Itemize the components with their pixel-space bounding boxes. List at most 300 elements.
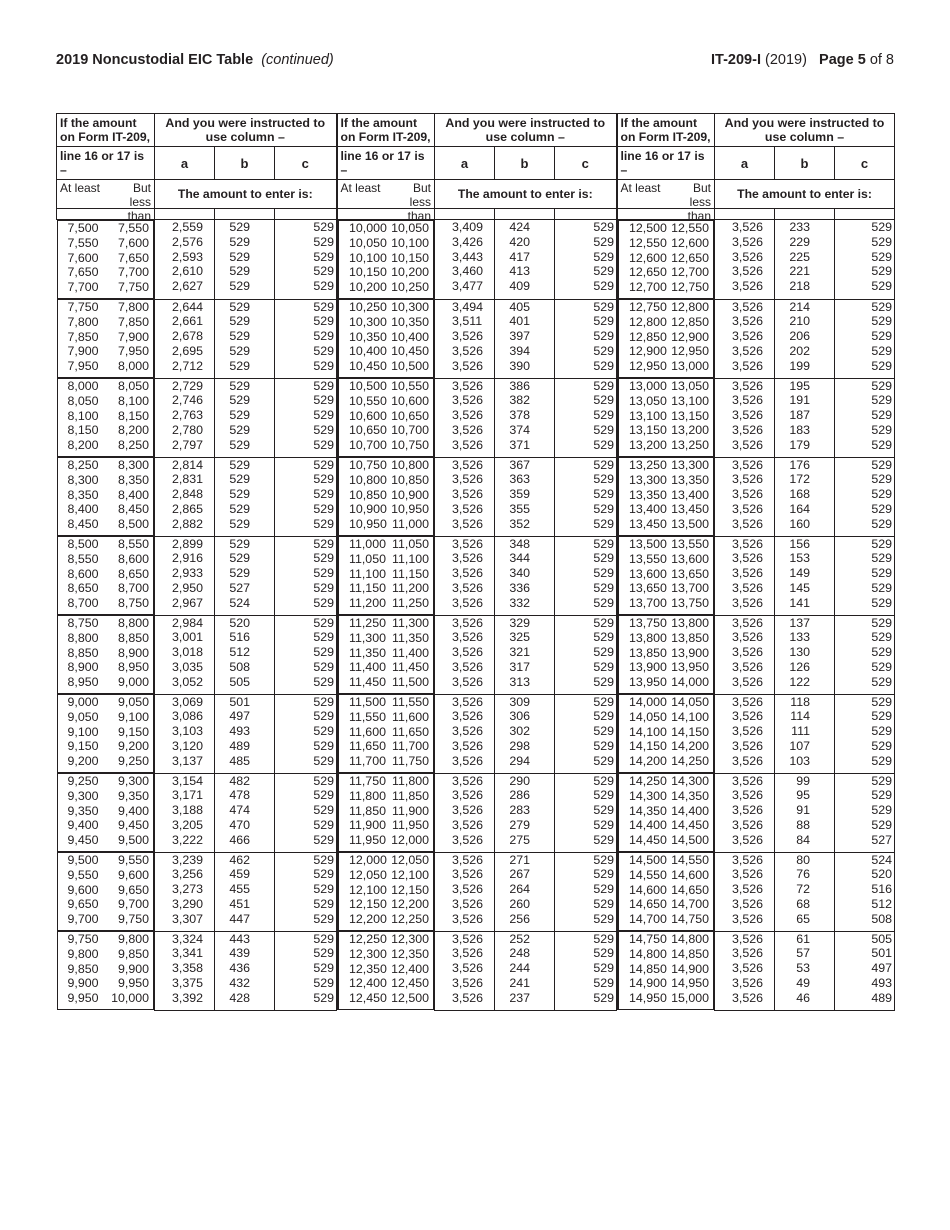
but-less-value: 14,350	[671, 788, 709, 803]
column-b-value: 524	[229, 595, 250, 610]
column-a-value: 2,933	[172, 566, 204, 581]
column-b-value: 260	[509, 896, 530, 911]
column-b-value: 394	[509, 343, 530, 358]
column-b-value: 195	[789, 378, 810, 393]
column-a-value: 2,797	[172, 437, 204, 452]
column-a-value: 3,526	[452, 437, 484, 452]
column-a-value: 3,526	[732, 882, 764, 897]
but-less-value: 13,050	[671, 379, 709, 393]
column-c-value: 529	[313, 709, 334, 724]
column-b-value: 529	[229, 220, 250, 234]
at-least-value: 13,850	[629, 645, 667, 660]
at-least-value: 7,800	[67, 314, 99, 329]
column-c-value: 529	[871, 694, 893, 709]
but-less-value: 8,750	[117, 596, 149, 611]
at-least-value: 13,900	[629, 660, 667, 675]
column-b-value: 107	[789, 738, 810, 753]
column-c-values	[835, 615, 895, 694]
column-a-value: 3,526	[732, 773, 764, 788]
column-a-value: 3,526	[732, 343, 764, 358]
at-least-values	[629, 537, 667, 614]
column-c-value: 493	[871, 975, 893, 990]
line-label: line 16 or 17 is –	[57, 147, 155, 180]
but-less-value: 13,900	[671, 645, 709, 660]
but-less-value: 8,550	[117, 537, 149, 551]
at-least-label: At least	[340, 181, 381, 195]
column-b-value: 529	[229, 551, 250, 566]
column-a-value: 3,526	[452, 709, 484, 724]
column-c-value: 529	[593, 882, 614, 897]
at-least-value: 8,000	[67, 379, 99, 393]
column-b-value: 283	[509, 803, 530, 818]
column-c-value: 529	[313, 882, 334, 897]
column-b-value: 248	[509, 946, 530, 961]
at-least-value: 14,150	[629, 739, 667, 754]
column-a-values	[715, 457, 775, 536]
column-a-value: 3,526	[452, 393, 484, 408]
column-a-value: 3,526	[452, 832, 484, 847]
but-less-values	[111, 932, 149, 1009]
column-a-values	[435, 615, 495, 694]
at-least-values	[68, 774, 99, 851]
column-b-values	[495, 378, 555, 457]
column-b-value: 529	[229, 457, 250, 472]
at-least-value: 14,700	[629, 912, 667, 927]
header-row-3	[57, 180, 895, 209]
but-less-value: 10,750	[391, 438, 429, 453]
column-a-value: 3,526	[732, 896, 764, 911]
column-b-header: b	[495, 147, 555, 180]
column-a-value: 3,526	[452, 896, 484, 911]
column-c-value: 529	[871, 645, 893, 660]
column-c-value: 529	[871, 709, 893, 724]
at-least-values	[629, 774, 667, 851]
page-title	[56, 52, 334, 68]
but-less-value: 11,650	[392, 724, 429, 739]
column-a-values	[155, 378, 215, 457]
but-less-value: 11,700	[392, 739, 429, 754]
column-a-value: 3,120	[172, 738, 204, 753]
column-a-value: 2,576	[172, 234, 204, 249]
continued-label: (continued)	[261, 52, 334, 68]
at-least-value: 10,800	[349, 472, 387, 487]
column-b-value: 529	[229, 566, 250, 581]
column-a-value: 3,526	[452, 615, 484, 630]
column-c-value: 529	[313, 659, 334, 674]
column-b-values	[775, 615, 835, 694]
form-year: (2019)	[765, 52, 807, 68]
but-less-value: 14,850	[671, 946, 709, 961]
at-least-value: 12,400	[349, 976, 387, 991]
column-a-values	[155, 536, 215, 615]
column-a-value: 3,324	[172, 931, 204, 946]
column-c-value: 529	[593, 788, 614, 803]
at-least-value: 9,600	[67, 882, 99, 897]
but-less-value: 12,950	[671, 344, 709, 359]
column-c-value: 529	[313, 551, 334, 566]
column-c-value: 505	[871, 931, 893, 946]
column-b-value: 527	[229, 580, 250, 595]
but-less-value: 8,400	[117, 487, 149, 502]
table-row-group	[57, 220, 895, 300]
but-less-value: 12,300	[391, 932, 429, 946]
income-range-cell	[617, 220, 714, 299]
column-a-values	[155, 457, 215, 536]
at-least-value: 11,600	[349, 724, 386, 739]
column-b-value: 505	[229, 674, 250, 689]
at-least-value: 9,050	[67, 709, 99, 724]
column-a-value: 3,526	[732, 645, 764, 660]
column-a-value: 3,526	[732, 911, 764, 926]
but-less-value: 9,000	[117, 675, 149, 690]
column-b-value: 529	[229, 378, 250, 393]
column-b-value: 294	[509, 753, 530, 768]
column-b-values	[215, 773, 275, 852]
column-c-value: 529	[313, 516, 334, 531]
but-less-value: 12,800	[671, 300, 709, 314]
column-a-value: 3,375	[172, 975, 204, 990]
column-c-value: 529	[871, 516, 893, 531]
but-less-value: 7,950	[117, 344, 149, 359]
column-c-value: 529	[593, 961, 614, 976]
at-least-value: 11,450	[349, 675, 386, 690]
column-b-values	[215, 378, 275, 457]
column-a-value: 3,526	[732, 709, 764, 724]
at-least-value: 8,150	[67, 423, 99, 438]
at-least-value: 10,950	[349, 517, 387, 532]
column-b-value: 529	[229, 249, 250, 264]
column-c-value: 529	[593, 343, 614, 358]
column-c-value: 508	[871, 911, 893, 926]
column-b-values	[495, 536, 555, 615]
column-c-value: 529	[313, 867, 334, 882]
at-least-value: 10,450	[349, 359, 387, 374]
column-b-value: 529	[229, 516, 250, 531]
column-c-value: 529	[593, 595, 614, 610]
column-a-value: 3,526	[452, 472, 484, 487]
column-b-value: 443	[229, 931, 250, 946]
but-less-value: 10,700	[391, 423, 429, 438]
income-range-cell	[57, 852, 155, 931]
column-c-value: 529	[593, 817, 614, 832]
column-b-value: 367	[509, 457, 530, 472]
column-a-value: 3,526	[732, 437, 764, 452]
column-a-value: 3,526	[732, 536, 764, 551]
at-least-value: 12,150	[349, 897, 387, 912]
but-less-value: 11,500	[392, 675, 429, 690]
column-a-value: 3,526	[452, 867, 484, 882]
column-c-values	[555, 457, 617, 536]
at-least-value: 11,550	[349, 709, 386, 724]
column-b-value: 529	[229, 343, 250, 358]
column-c-value: 529	[593, 279, 614, 294]
at-least-value: 11,350	[349, 645, 386, 660]
column-a-value: 3,307	[172, 911, 204, 926]
column-c-value: 529	[313, 536, 334, 551]
at-least-value: 12,900	[629, 344, 667, 359]
column-c-value: 529	[313, 753, 334, 768]
column-a-value: 2,763	[172, 408, 204, 423]
column-c-value: 529	[871, 788, 893, 803]
but-less-values	[118, 774, 149, 851]
column-c-value: 529	[593, 630, 614, 645]
column-b-values	[495, 852, 555, 931]
at-least-value: 9,300	[67, 788, 99, 803]
column-c-value: 529	[313, 329, 334, 344]
at-least-value: 14,550	[629, 867, 667, 882]
column-b-value: 516	[229, 630, 250, 645]
column-a-value: 3,526	[452, 975, 484, 990]
at-least-value: 12,350	[349, 961, 387, 976]
column-c-value: 529	[871, 457, 893, 472]
at-least-values	[349, 695, 386, 772]
column-c-value: 529	[593, 408, 614, 423]
column-b-values	[775, 220, 835, 300]
but-less-value: 9,600	[117, 867, 149, 882]
column-c-value: 529	[871, 343, 893, 358]
but-less-value: 14,900	[671, 961, 709, 976]
but-less-value: 11,150	[392, 566, 429, 581]
column-b-value: 529	[229, 422, 250, 437]
column-c-value: 529	[871, 803, 893, 818]
but-less-value: 12,700	[671, 265, 709, 280]
but-less-value: 8,050	[117, 379, 149, 393]
at-least-value: 9,800	[67, 946, 99, 961]
at-least-value: 11,900	[349, 818, 386, 833]
column-b-value: 118	[790, 694, 810, 709]
but-less-value: 14,400	[671, 803, 709, 818]
column-b-value: 126	[789, 659, 810, 674]
amount-range-label: If the amount on Form IT-209,	[57, 114, 155, 147]
at-least-value: 14,850	[629, 961, 667, 976]
income-range-cell	[337, 694, 434, 773]
but-less-values	[118, 853, 149, 930]
column-c-value: 529	[313, 437, 334, 452]
column-a-value: 3,103	[172, 724, 204, 739]
at-least-value: 11,650	[349, 739, 386, 754]
at-least-value: 8,100	[67, 408, 99, 423]
column-a-value: 3,526	[452, 990, 484, 1005]
column-a-value: 3,526	[732, 264, 764, 279]
column-b-value: 382	[509, 393, 530, 408]
column-c-values	[555, 931, 617, 1010]
page-number: Page 5	[819, 52, 866, 68]
column-c-value: 529	[593, 773, 614, 788]
column-c-value: 529	[313, 234, 334, 249]
but-less-value: 9,100	[117, 709, 149, 724]
column-a-value: 3,154	[172, 773, 204, 788]
column-b-value: 46	[796, 990, 810, 1005]
header-row-2	[57, 147, 895, 180]
but-less-label: But less than	[127, 181, 151, 223]
but-less-value: 13,600	[671, 551, 709, 566]
column-a-values	[155, 852, 215, 931]
table-row-group	[57, 615, 895, 694]
column-b-value: 529	[229, 437, 250, 452]
column-b-value: 99	[796, 773, 810, 788]
column-b-value: 459	[229, 867, 250, 882]
at-least-value: 10,750	[349, 458, 387, 472]
but-less-value: 11,600	[392, 709, 429, 724]
column-b-value: 275	[509, 832, 530, 847]
but-less-value: 11,200	[392, 581, 429, 596]
at-least-value: 8,850	[67, 645, 99, 660]
column-c-values	[555, 299, 617, 378]
column-c-values	[275, 852, 337, 931]
table-row-group	[57, 536, 895, 615]
column-b-value: 271	[509, 852, 530, 867]
at-least-value: 12,850	[629, 329, 667, 344]
amount-range-label: If the amount on Form IT-209,	[617, 114, 715, 147]
column-a-value: 3,526	[732, 422, 764, 437]
at-least-value: 13,750	[629, 616, 667, 630]
at-least-value: 10,000	[349, 221, 387, 235]
at-least-value: 9,100	[67, 724, 99, 739]
column-b-value: 160	[789, 516, 810, 531]
column-a-value: 3,526	[732, 487, 764, 502]
column-a-value: 2,984	[172, 615, 204, 630]
at-least-value: 13,800	[629, 630, 667, 645]
column-c-values	[555, 773, 617, 852]
but-less-value: 9,800	[117, 932, 149, 946]
at-least-value: 8,200	[67, 438, 99, 453]
at-least-value: 11,400	[349, 660, 386, 675]
column-a-value: 3,526	[452, 408, 484, 423]
column-a-value: 3,526	[732, 220, 764, 234]
column-b-value: 401	[509, 314, 530, 329]
column-c-header: c	[275, 147, 337, 180]
column-c-value: 529	[313, 911, 334, 926]
at-least-value: 14,400	[629, 818, 667, 833]
column-c-value: 529	[593, 536, 614, 551]
but-less-label: But less than	[687, 181, 711, 223]
but-less-value: 12,850	[671, 314, 709, 329]
at-least-value: 11,800	[349, 788, 386, 803]
but-less-value: 11,300	[392, 616, 429, 630]
column-a-value: 3,477	[452, 279, 484, 294]
column-c-value: 529	[593, 946, 614, 961]
column-b-value: 313	[509, 674, 530, 689]
column-c-value: 529	[593, 645, 614, 660]
column-b-values	[775, 457, 835, 536]
income-range-cell	[57, 773, 155, 852]
but-less-values	[118, 300, 149, 377]
but-less-value: 11,550	[392, 695, 429, 709]
column-a-values	[155, 773, 215, 852]
but-less-values	[392, 616, 429, 693]
but-less-value: 9,250	[117, 754, 149, 769]
column-a-value: 3,526	[452, 694, 484, 709]
at-least-label: At least	[620, 181, 661, 195]
column-a-values	[715, 299, 775, 378]
column-b-header: b	[215, 147, 275, 180]
at-least-values	[68, 695, 99, 772]
column-c-value: 529	[593, 516, 614, 531]
column-c-value: 529	[871, 472, 893, 487]
column-c-value: 529	[593, 724, 614, 739]
but-less-value: 11,750	[392, 754, 429, 769]
column-c-value: 529	[593, 457, 614, 472]
but-less-value: 12,050	[391, 853, 429, 867]
page-number-block	[711, 52, 894, 68]
but-less-value: 10,950	[391, 502, 429, 517]
column-b-value: 428	[229, 990, 250, 1005]
at-least-value: 11,250	[349, 616, 386, 630]
column-c-value: 527	[871, 832, 893, 847]
column-b-value: 359	[509, 487, 530, 502]
column-a-value: 3,526	[452, 501, 484, 516]
column-c-values	[275, 457, 337, 536]
but-less-value: 9,500	[117, 833, 149, 848]
column-b-values	[215, 457, 275, 536]
but-less-value: 10,150	[391, 250, 429, 265]
column-b-value: 202	[789, 343, 810, 358]
but-less-value: 14,050	[671, 695, 709, 709]
column-c-value: 489	[871, 990, 893, 1005]
column-c-value: 529	[313, 788, 334, 803]
at-least-value: 7,850	[67, 329, 99, 344]
column-b-value: 501	[229, 694, 250, 709]
column-a-value: 3,526	[452, 961, 484, 976]
column-b-values	[495, 220, 555, 300]
column-c-value: 524	[871, 852, 893, 867]
column-b-value: 130	[789, 645, 810, 660]
at-least-value: 12,300	[349, 946, 387, 961]
column-b-value: 233	[789, 220, 810, 234]
column-a-value: 3,526	[732, 516, 764, 531]
form-id: IT-209-I	[711, 52, 761, 68]
column-a-value: 3,526	[452, 551, 484, 566]
column-c-values	[275, 615, 337, 694]
line-label: line 16 or 17 is –	[337, 147, 435, 180]
but-less-value: 11,100	[392, 551, 429, 566]
but-less-value: 15,000	[671, 991, 709, 1006]
column-a-values	[715, 852, 775, 931]
at-least-value: 12,050	[349, 867, 387, 882]
at-least-value: 13,950	[629, 675, 667, 690]
column-a-values	[435, 299, 495, 378]
column-c-value: 529	[313, 694, 334, 709]
at-least-value: 10,250	[349, 300, 387, 314]
at-least-value: 13,600	[629, 566, 667, 581]
table-row-group	[57, 773, 895, 852]
column-a-values	[155, 931, 215, 1010]
income-range-cell	[617, 457, 714, 536]
at-least-value: 8,800	[67, 630, 99, 645]
column-b-value: 462	[229, 852, 250, 867]
column-b-value: 237	[509, 990, 530, 1005]
column-c-values	[835, 220, 895, 300]
column-a-value: 3,290	[172, 896, 204, 911]
but-less-value: 11,000	[392, 517, 429, 532]
at-least-value: 8,650	[67, 581, 99, 596]
at-least-value: 12,450	[349, 991, 387, 1006]
column-b-value: 122	[789, 674, 810, 689]
at-least-value: 8,750	[67, 616, 99, 630]
column-b-value: 436	[229, 961, 250, 976]
but-less-value: 8,600	[117, 551, 149, 566]
at-least-value: 13,700	[629, 596, 667, 611]
column-c-value: 529	[593, 393, 614, 408]
but-less-value: 14,950	[671, 976, 709, 991]
column-c-value: 529	[313, 990, 334, 1005]
but-less-value: 8,900	[117, 645, 149, 660]
but-less-value: 8,800	[117, 616, 149, 630]
column-a-value: 3,526	[732, 566, 764, 581]
column-b-value: 164	[789, 501, 810, 516]
column-a-value: 3,526	[732, 457, 764, 472]
column-c-value: 529	[871, 724, 893, 739]
